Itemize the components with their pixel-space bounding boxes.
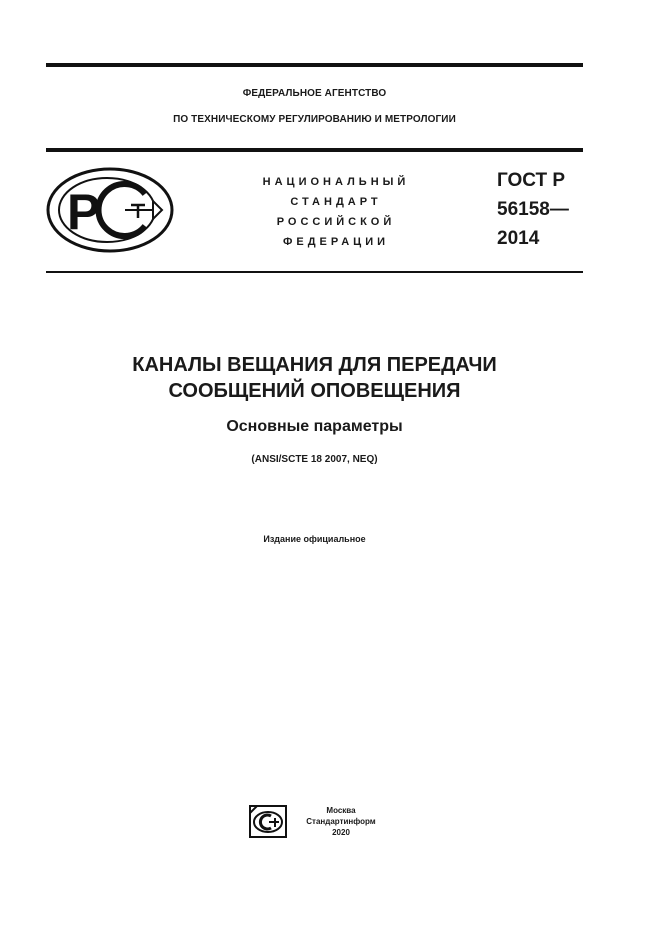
svg-text:Р: Р	[67, 184, 101, 240]
standard-type-line2: СТАНДАРТ	[290, 196, 382, 208]
standartinform-logo-icon	[249, 805, 287, 838]
standard-code-line2: 56158—	[497, 199, 569, 220]
standard-divider	[46, 271, 583, 273]
standard-reference: (ANSI/SCTE 18 2007, NEQ)	[251, 454, 378, 465]
standard-type-line1: НАЦИОНАЛЬНЫЙ	[262, 176, 410, 188]
standard-code	[497, 166, 569, 253]
document-title-line1: КАНАЛЫ ВЕЩАНИЯ ДЛЯ ПЕРЕДАЧИ	[132, 354, 497, 376]
publisher-name: Стандартинформ	[306, 817, 376, 826]
publication-year: 2020	[332, 828, 350, 837]
standard-type-line4: ФЕДЕРАЦИИ	[282, 236, 390, 248]
rst-certification-mark-icon	[45, 166, 175, 254]
publisher-city: Москва	[326, 806, 356, 815]
publisher-info	[296, 805, 386, 838]
header-divider	[46, 148, 583, 152]
top-divider	[46, 63, 583, 67]
edition-label: Издание официальное	[263, 534, 366, 544]
standard-code-line1: ГОСТ Р	[497, 170, 566, 191]
document-title	[46, 352, 583, 404]
national-standard-label	[236, 172, 436, 252]
standard-code-line3: 2014	[497, 228, 540, 249]
document-title-line2: СООБЩЕНИЙ ОПОВЕЩЕНИЯ	[168, 380, 461, 402]
agency-name-line1: ФЕДЕРАЛЬНОЕ АГЕНТСТВО	[242, 88, 387, 99]
agency-name-line2: ПО ТЕХНИЧЕСКОМУ РЕГУЛИРОВАНИЮ И МЕТРОЛОГИИ	[173, 114, 456, 125]
standard-type-line3: РОССИЙСКОЙ	[276, 216, 396, 228]
document-subtitle: Основные параметры	[226, 418, 403, 435]
